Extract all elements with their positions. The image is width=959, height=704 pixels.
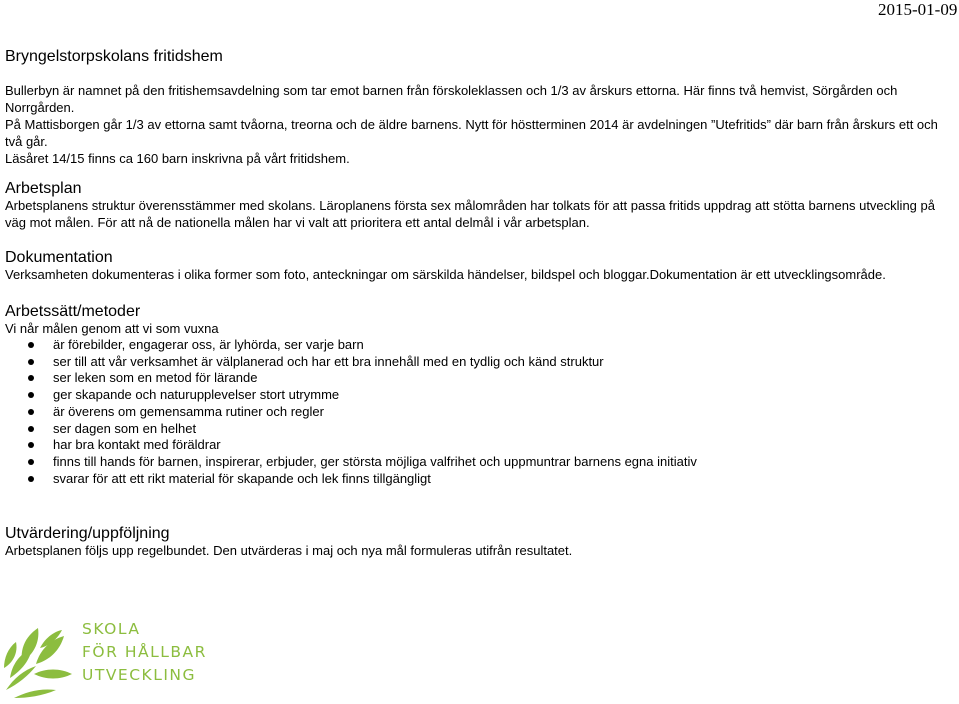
list-item: ser dagen som en helhet [0,421,697,438]
dokumentation-text: Verksamheten dokumenteras i olika former som foto, anteckningar om särskilda händelser, bildspel och bloggar.Dokumentation är ett utvecklingsområde. [5,267,886,282]
logo-line-1: SKOLA [82,620,141,638]
list-item: är överens om gemensamma rutiner och regler [0,404,697,421]
bullet-icon [28,459,34,465]
dokumentation-heading: Dokumentation [5,249,113,266]
bullet-icon [28,359,34,365]
utvardering-text: Arbetsplanen följs upp regelbundet. Den utvärderas i maj och nya mål formuleras utifrån resultatet. [5,543,573,558]
list-item: finns till hands för barnen, inspirerar, erbjuder, ger största möjliga valfrihet och uppmuntrar barnens egna initiativ [0,454,697,471]
utvardering-heading: Utvärdering/uppföljning [5,525,170,542]
arbetsplan-text: Arbetsplanens struktur överensstämmer med skolans. Läroplanens första sex målområden har tolkats för att passa fritids uppdrag att stötta barnens utveckling på väg mot målen. För att nå de nationella målen har vi valt att prioritera ett antal delmål i vår arbetsplan. [5,198,935,230]
bullet-icon [28,409,34,415]
school-logo [0,618,207,699]
arbetssatt-list [0,337,697,487]
list-item: ger skapande och naturupplevelser stort utrymme [0,387,697,404]
page-title: Bryngelstorpskolans fritidshem [5,48,223,65]
list-item: är förebilder, engagerar oss, är lyhörda, ser varje barn [0,337,697,354]
list-item: ser leken som en metod för lärande [0,370,697,387]
bullet-icon [28,342,34,348]
intro-paragraph-2: På Mattisborgen går 1/3 av ettorna samt tvåorna, treorna och de äldre barnens. Nytt för höstterminen 2014 är avdelningen ”Utefritids” där barn från årskurs ett och två går. [5,117,938,149]
bullet-icon [28,392,34,398]
document-date: 2015-01-09 [878,0,958,19]
list-item: ser till att vår verksamhet är välplanerad och har ett bra innehåll med en tydlig och känd struktur [0,354,697,371]
intro-paragraph-3: Läsåret 14/15 finns ca 160 barn inskrivna på vårt fritidshem. [5,151,350,166]
intro-paragraph-1: Bullerbyn är namnet på den fritishemsavdelning som tar emot barnen från förskoleklassen och 1/3 av årskurs ettorna. Här finns två hemvist, Sörgården och Norrgården. [5,83,898,115]
logo-line-3: UTVECKLING [82,666,197,684]
bullet-icon [28,442,34,448]
bullet-icon [28,375,34,381]
bullet-icon [28,426,34,432]
list-item: har bra kontakt med föräldrar [0,437,697,454]
arbetssatt-lead: Vi når målen genom att vi som vuxna [5,321,219,336]
arbetssatt-heading: Arbetssätt/metoder [5,303,141,320]
arbetsplan-heading: Arbetsplan [5,180,82,197]
leaf-emblem-icon [0,618,80,699]
list-item: svarar för att ett rikt material för skapande och lek finns tillgängligt [0,471,697,488]
logo-line-2: FÖR HÅLLBAR [82,643,207,661]
bullet-icon [28,476,34,482]
